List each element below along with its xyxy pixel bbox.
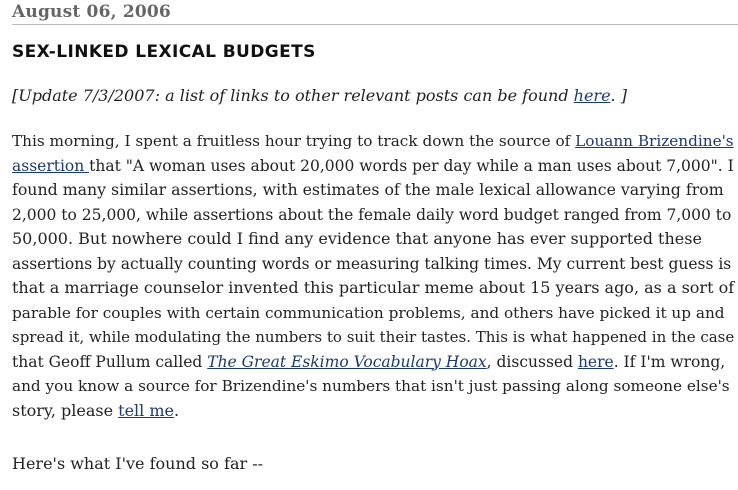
body-line: and you know a source for Brizendine's numbers that isn't just passing along someone else's xyxy=(12,377,730,395)
date-divider xyxy=(12,24,738,25)
body-line xyxy=(12,129,734,154)
link-here[interactable]: here xyxy=(577,352,614,371)
link-tell-me[interactable]: tell me xyxy=(118,400,174,420)
body-text: , discussed xyxy=(486,352,578,371)
body-text: that "A woman uses about 20,000 words per day while a man uses about 7,000". I xyxy=(89,156,734,175)
body-line: assertions by actually counting words or measuring talking times. My current best guess is xyxy=(12,254,732,273)
update-link-here[interactable]: here xyxy=(573,86,611,105)
link-great-eskimo-vocabulary-hoax[interactable]: The Great Eskimo Vocabulary Hoax xyxy=(207,352,487,371)
body-line xyxy=(12,350,734,375)
body-line: parable for couples with certain communication problems, and others have picked it up and xyxy=(12,303,725,322)
body-line: found many similar assertions, with estimates of the male lexical allowance varying from xyxy=(12,180,724,199)
body-line: 50,000. But nowhere could I find any evidence that anyone has ever supported these xyxy=(12,229,702,248)
body-line xyxy=(12,154,734,179)
body-line: 2,000 to 25,000, while assertions about the female daily word budget ranged from 7,000 to xyxy=(12,205,732,224)
body-line: spread it, while modulating the numbers to suit their tastes. This is what happened in the case xyxy=(12,328,735,346)
closing-line: Here's what I've found so far -- xyxy=(12,454,264,473)
link-louann-brizendine[interactable]: Louann Brizendine's xyxy=(575,132,734,150)
update-suffix: . ] xyxy=(610,86,627,105)
body-paragraph xyxy=(12,129,734,423)
body-line: that a marriage counselor invented this particular meme about 15 years ago, as a sort of xyxy=(12,278,735,297)
body-text: . xyxy=(174,400,180,420)
body-text: . If I'm wrong, xyxy=(613,352,726,371)
post-title: SEX-LINKED LEXICAL BUDGETS xyxy=(12,42,316,62)
body-text: that Geoff Pullum called xyxy=(12,352,208,371)
body-line xyxy=(12,399,734,424)
update-note xyxy=(12,84,732,108)
body-text: This morning, I spent a fruitless hour trying to track down the source of xyxy=(12,132,576,150)
post-date: August 06, 2006 xyxy=(12,2,171,22)
update-prefix: [Update 7/3/2007: a list of links to other relevant posts can be found xyxy=(12,86,574,105)
body-text: story, please xyxy=(12,400,119,420)
link-assertion[interactable]: assertion xyxy=(12,156,90,175)
